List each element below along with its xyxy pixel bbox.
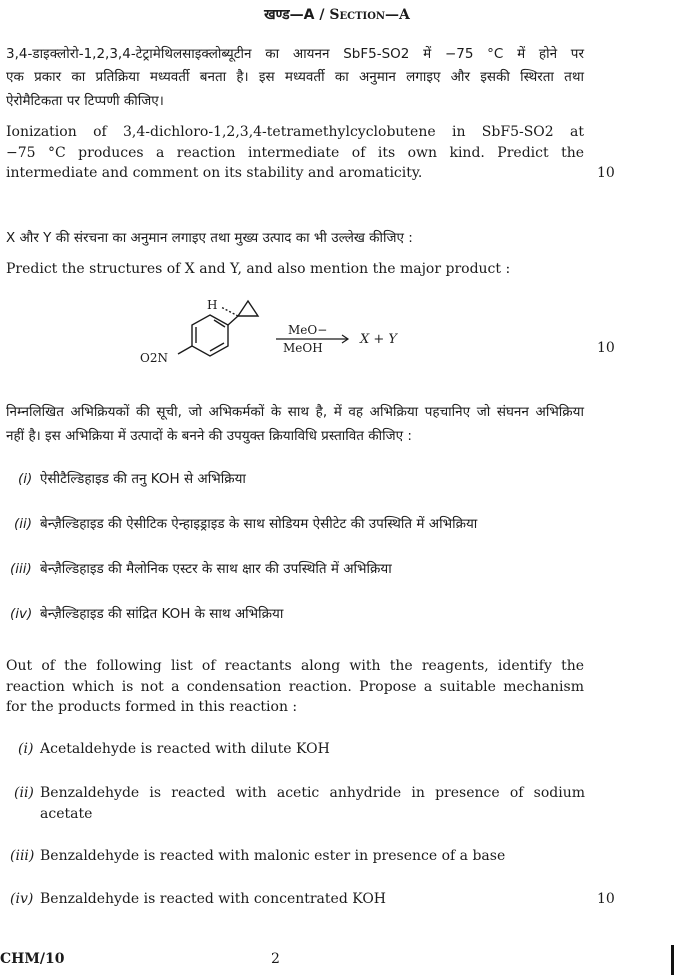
q2-hindi-line: X और Y की संरचना का अनुमान लगाइए तथा मुख्य उत्पाद का भी उल्लेख कीजिए : bbox=[6, 230, 413, 246]
q3-hindi-item-3: (iii) बेन्ज़ैल्डिहाइड की मैलोनिक एस्टर के साथ क्षार की उपस्थिति में अभिक्रिया bbox=[10, 561, 392, 577]
q3-hindi-item-4: (iv) बेन्ज़ैल्डिहाइड की सांद्रित KOH के साथ अभिक्रिया bbox=[10, 606, 284, 622]
scheme-no2-label: O2N bbox=[140, 351, 168, 365]
q1-english-line-1: Ionization of 3,4-dichloro-1,2,3,4-tetramethylcyclobutene in SbF5-SO2 at bbox=[6, 124, 584, 140]
page-number: 2 bbox=[271, 951, 280, 967]
q1-hindi-line-1: 3,4-डाइक्लोरो-1,2,3,4-टेट्रामेथिलसाइक्लोब्यूटीन का आयनन SbF5-SO2 में −75 °C में होने पर bbox=[6, 46, 584, 62]
q3-hindi-item-1: (i) ऐसीटैल्डिहाइड की तनु KOH से अभिक्रिया bbox=[18, 471, 246, 487]
q3-english-item-2: (ii) Benzaldehyde is reacted with acetic anhydride in presence of sodium bbox=[14, 785, 585, 801]
scheme-h-label: H bbox=[207, 298, 218, 312]
section-header: खण्ड—A / Section—A bbox=[264, 7, 410, 23]
q3-english-line-2: reaction which is not a condensation reaction. Propose a suitable mechanism bbox=[6, 679, 584, 695]
q1-marks: 10 bbox=[597, 165, 615, 181]
q1-hindi-line-2: एक प्रकार का प्रतिक्रिया मध्यवर्ती बनता है। इस मध्यवर्ती का अनुमान लगाइए और इसकी स्थिरता तथा bbox=[6, 69, 584, 85]
q2-english-line: Predict the structures of X and Y, and also mention the major product : bbox=[6, 261, 511, 277]
q3-hindi-item-2: (ii) बेन्ज़ैल्डिहाइड की ऐसीटिक ऐन्हाइड्राइड के साथ सोडियम ऐसीटेट की उपस्थिति में अभिक्रिया bbox=[14, 516, 478, 532]
section-header-hindi: खण्ड—A bbox=[264, 7, 315, 23]
q3-english-line-3: for the products formed in this reaction : bbox=[6, 699, 298, 715]
q3-english-item-1: (i) Acetaldehyde is reacted with dilute KOH bbox=[18, 741, 330, 757]
q3-english-item-4: (iv) Benzaldehyde is reacted with concentrated KOH bbox=[10, 891, 387, 907]
section-header-english: Section—A bbox=[329, 7, 410, 23]
products-label: X + Y bbox=[360, 332, 397, 347]
q1-english-line-2: −75 °C produces a reaction intermediate of its own kind. Predict the bbox=[6, 145, 584, 161]
reagent-top: MeO− bbox=[288, 323, 328, 337]
paper-code: CHM/10 bbox=[0, 951, 65, 967]
q2-marks: 10 bbox=[597, 340, 615, 356]
q3-english-item-2-cont: acetate bbox=[40, 806, 93, 822]
nitrophenyl-epoxide-structure bbox=[178, 301, 258, 356]
reaction-scheme bbox=[130, 290, 430, 375]
q1-hindi-line-3: ऐरोमैटिकता पर टिप्पणी कीजिए। bbox=[6, 93, 164, 109]
reagent-bottom: MeOH bbox=[283, 341, 323, 355]
q3-hindi-line-1: निम्नलिखित अभिक्रियकों की सूची, जो अभिकर्मकों के साथ है, में वह अभिक्रिया पहचानिए जो संघनन अभिक्रिया bbox=[6, 404, 584, 420]
q3-english-item-3: (iii) Benzaldehyde is reacted with malonic ester in presence of a base bbox=[10, 848, 506, 864]
q1-english-line-3: intermediate and comment on its stability and aromaticity. bbox=[6, 165, 423, 181]
q3-english-line-1: Out of the following list of reactants along with the reagents, identify the bbox=[6, 658, 584, 674]
q3-marks: 10 bbox=[597, 891, 615, 907]
q3-hindi-line-2: नहीं है। इस अभिक्रिया में उत्पादों के बनने की उपयुक्त क्रियाविधि प्रस्तावित कीजिए : bbox=[6, 428, 412, 444]
